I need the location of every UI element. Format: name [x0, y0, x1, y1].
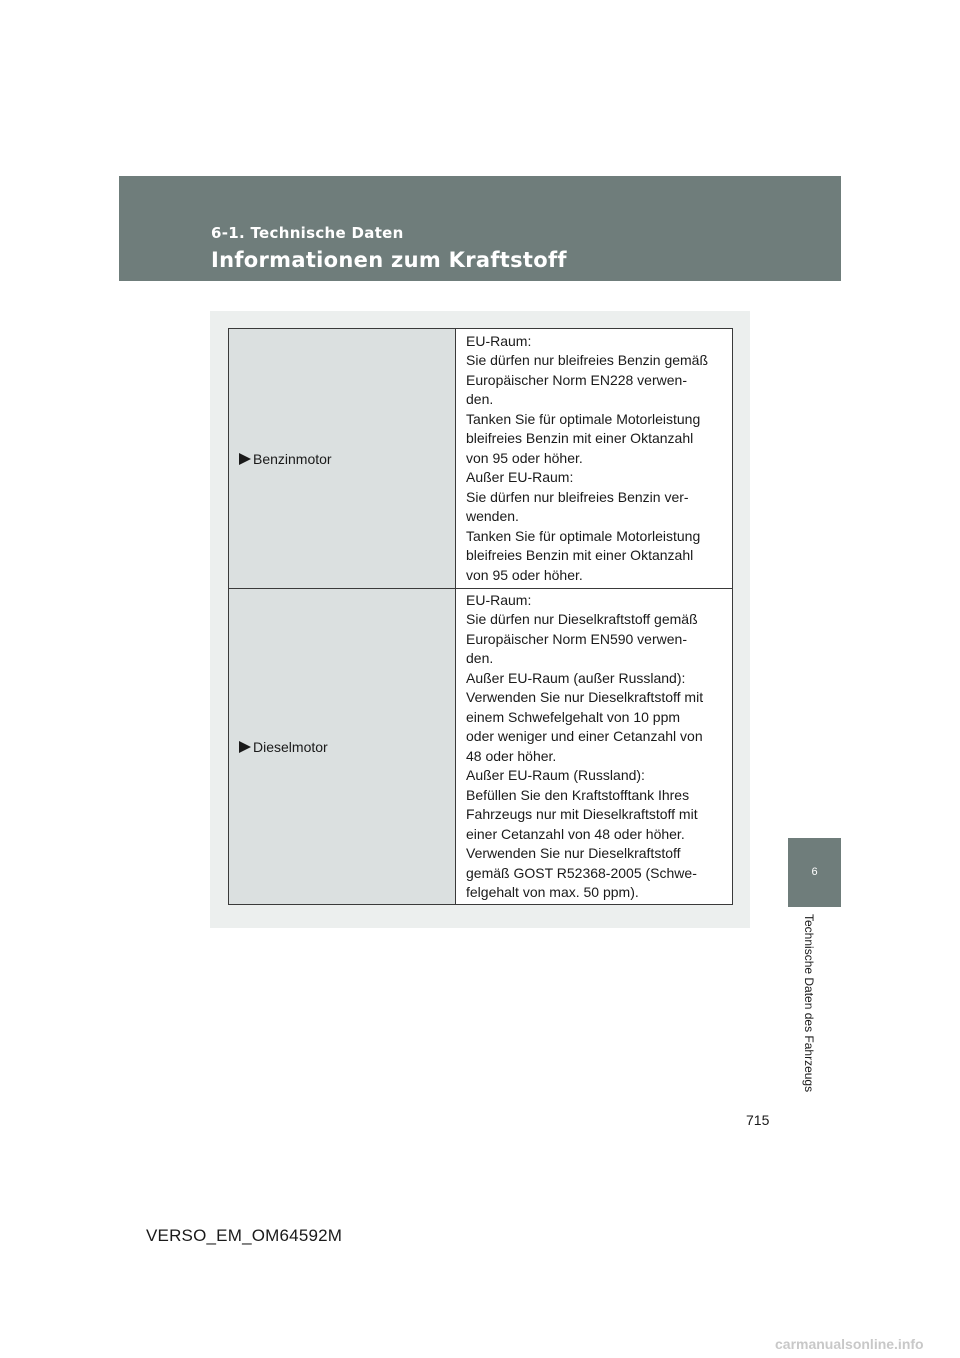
description-line: 48 oder höher. [466, 747, 557, 764]
page-number: 715 [746, 1112, 770, 1128]
table-row [229, 329, 733, 589]
chapter-tab[interactable]: 6 [788, 838, 841, 907]
description-line: Fahrzeugs nur mit Dieselkraftstoff mit [466, 806, 698, 822]
fuel-description-cell [456, 329, 733, 589]
chapter-header [119, 176, 841, 281]
description-line: EU-Raum: [466, 591, 532, 608]
description-line: oder weniger und einer Cetanzahl von [466, 728, 703, 744]
triangle-right-icon [239, 453, 251, 465]
description-line: Sie dürfen nur bleifreies Benzin gemäß [466, 352, 709, 369]
description-line: gemäß GOST R52368-2005 (Schwe- [466, 864, 697, 881]
fuel-table [228, 328, 733, 905]
description-line: Verwenden Sie nur Dieselkraftstoff [466, 845, 681, 861]
page-title: Informationen zum Kraftstoff [211, 248, 567, 272]
description-line: von 95 oder höher. [466, 566, 583, 583]
description-line: bleifreies Benzin mit einer Oktanzahl [466, 430, 694, 447]
description-line: EU-Raum: [466, 332, 532, 349]
section-title: 6-1. Technische Daten [211, 224, 404, 242]
description-line: einem Schwefelgehalt von 10 ppm [466, 708, 681, 725]
description-line: Sie dürfen nur Dieselkraftstoff gemäß [466, 611, 698, 627]
watermark: carmanualsonline.info [775, 1336, 924, 1352]
engine-label-cell [229, 589, 456, 905]
table-row [229, 589, 733, 905]
description-line: Befüllen Sie den Kraftstofftank Ihres [466, 786, 690, 803]
fuel-info-panel [210, 311, 750, 928]
description-line: Außer EU-Raum (außer Russland): [466, 669, 686, 686]
engine-label-cell [229, 329, 456, 589]
description-line: Tanken Sie für optimale Motorleistung [466, 410, 701, 427]
description-line: einer Cetanzahl von 48 oder höher. [466, 825, 685, 842]
description-line: Sie dürfen nur bleifreies Benzin ver- [466, 488, 689, 505]
description-line: wenden. [466, 508, 519, 525]
engine-label: Benzinmotor [253, 450, 332, 467]
engine-label: Dieselmotor [253, 738, 328, 755]
description-line: Verwenden Sie nur Dieselkraftstoff mit [466, 689, 704, 705]
description-line: Außer EU-Raum: [466, 469, 574, 486]
description-line: felgehalt von max. 50 ppm). [466, 884, 639, 900]
description-line: den. [466, 650, 494, 666]
description-line: Außer EU-Raum (Russland): [466, 767, 645, 783]
description-line: Tanken Sie für optimale Motorleistung [466, 527, 701, 544]
document-id: VERSO_EM_OM64592M [146, 1226, 343, 1245]
description-line: von 95 oder höher. [466, 449, 583, 466]
triangle-right-icon [239, 741, 251, 753]
description-line: Europäischer Norm EN590 verwen- [466, 630, 687, 647]
chapter-tab-label: Technische Daten des Fahrzeugs [802, 914, 816, 1093]
description-line: den. [466, 391, 494, 408]
fuel-description-cell [456, 589, 733, 905]
description-line: Europäischer Norm EN228 verwen- [466, 371, 687, 388]
description-line: bleifreies Benzin mit einer Oktanzahl [466, 547, 694, 564]
